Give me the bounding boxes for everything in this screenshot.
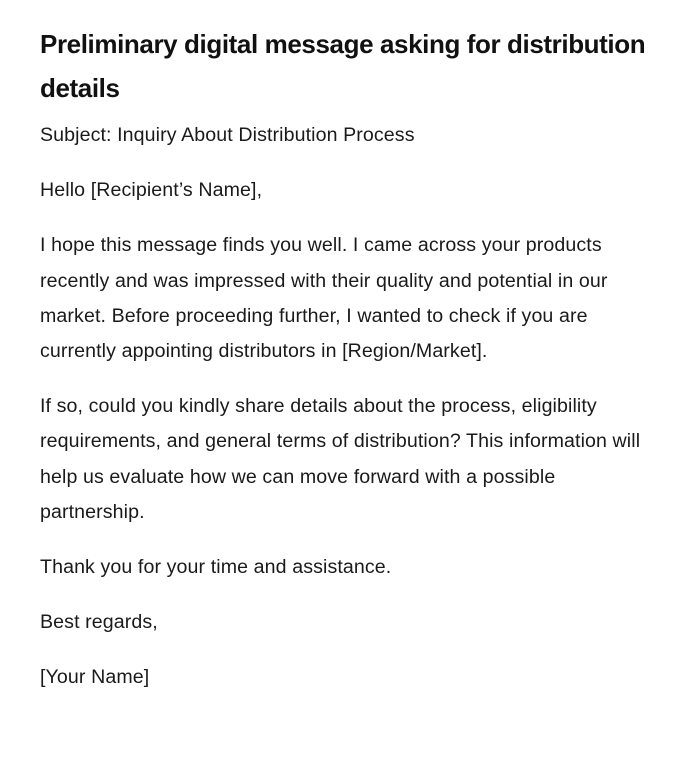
page-title: Preliminary digital message asking for distribution details [40,29,646,103]
email-thanks-line: Thank you for your time and assistance. [40,556,392,579]
email-subject: Subject: Inquiry About Distribution Process [40,124,415,146]
email-body-paragraph-1: I hope this message finds you well. I came across your products recently and was impressed with their quality and potential in our market. Before proceeding further, I wanted to check if you are currently appointing distributors in [Region/Market]. [40,234,608,363]
email-greeting: Hello [Recipient’s Name], [40,179,263,202]
email-signature: [Your Name] [40,666,150,689]
email-template-document [40,22,650,716]
email-closing: Best regards, [40,611,158,634]
email-body-paragraph-2: If so, could you kindly share details about the process, eligibility requirements, and general terms of distribution? This information will help us evaluate how we can move forward with a possible partnership. [40,395,641,523]
